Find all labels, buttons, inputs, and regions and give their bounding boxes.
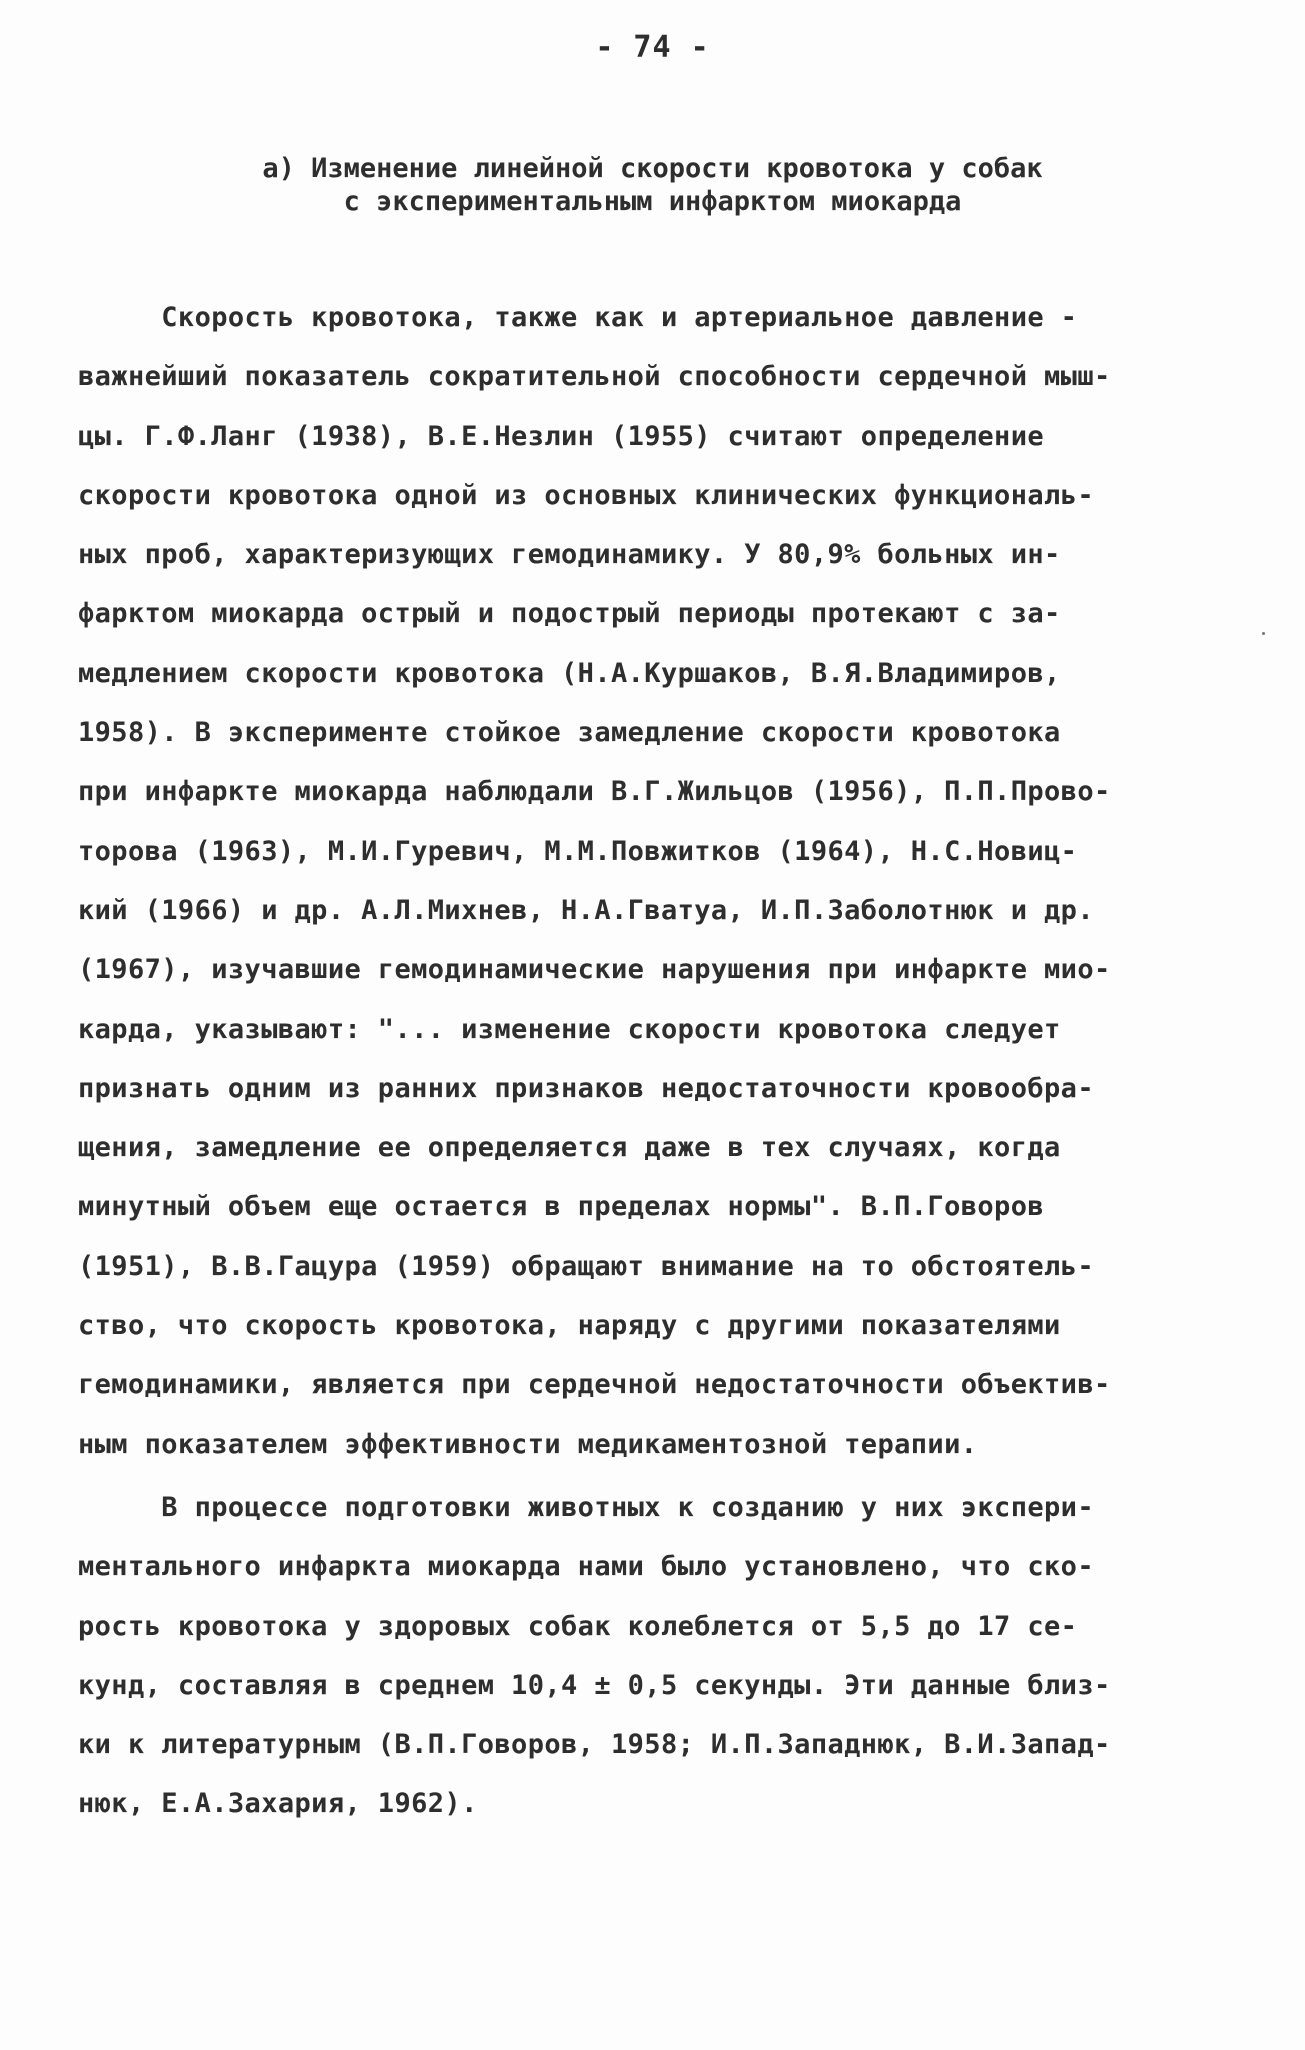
text-line: важнейший показатель сократительной способности сердечной мыш-	[78, 361, 1111, 393]
text-line: минутный объем еще остается в пределах нормы". В.П.Говоров	[78, 1191, 1045, 1223]
body-text	[78, 288, 1233, 1834]
text-line: ство, что скорость кровотока, наряду с другими показателями	[78, 1310, 1061, 1342]
section-heading	[0, 152, 1305, 218]
text-line: рость кровотока у здоровых собак колеблется от 5,5 до 17 се-	[78, 1610, 1078, 1642]
paragraph	[78, 288, 1233, 1474]
text-line: В процессе подготовки животных к созданию у них экспери-	[78, 1491, 1094, 1523]
text-line: щения, замедление ее определяется даже в тех случаях, когда	[78, 1132, 1061, 1164]
scan-speck	[1262, 632, 1265, 635]
text-line: кий (1966) и др. А.Л.Михнев, Н.А.Гватуа, И.П.Заболотнюк и др.	[78, 894, 1094, 926]
text-line: Скорость кровотока, также как и артериальное давление -	[78, 302, 1078, 333]
text-line: карда, указывают: "... изменение скорости кровотока следует	[78, 1013, 1061, 1045]
text-line: 1958). В эксперименте стойкое замедление скорости кровотока	[78, 717, 1061, 749]
text-line: (1967), изучавшие гемодинамические нарушения при инфаркте мио-	[78, 954, 1111, 986]
text-line: признать одним из ранних признаков недостаточности кровообра-	[78, 1072, 1094, 1104]
text-line: ным показателем эффективности медикаментозной терапии.	[78, 1428, 978, 1460]
text-line: цы. Г.Ф.Ланг (1938), В.Е.Незлин (1955) считают определение	[78, 420, 1045, 452]
paragraph	[78, 1478, 1233, 1834]
text-line: фарктом миокарда острый и подострый периоды протекают с за-	[78, 598, 1061, 630]
text-line: ки к литературным (В.П.Говоров, 1958; И.П.Западнюк, В.И.Запад-	[78, 1729, 1111, 1761]
text-line: ных проб, характеризующих гемодинамику. У 80,9% больных ин-	[78, 539, 1061, 571]
text-line: нюк, Е.А.Захария, 1962).	[78, 1788, 478, 1820]
text-line: ментального инфаркта миокарда нами было установлено, что ско-	[78, 1551, 1094, 1583]
text-line: кунд, составляя в среднем 10,4 ± 0,5 секунды. Эти данные близ-	[78, 1669, 1111, 1701]
text-line: при инфаркте миокарда наблюдали В.Г.Жильцов (1956), П.П.Прово-	[78, 776, 1111, 808]
text-line: гемодинамики, является при сердечной недостаточности объектив-	[78, 1369, 1111, 1401]
page-number: - 74 -	[595, 30, 710, 65]
text-line: скорости кровотока одной из основных клинических функциональ-	[78, 479, 1094, 511]
heading-line: а) Изменение линейной скорости кровотока у собак	[262, 153, 1043, 184]
text-line: (1951), В.В.Гацура (1959) обращают внимание на то обстоятель-	[78, 1250, 1094, 1282]
text-line: торова (1963), М.И.Гуревич, М.М.Повжитков (1964), Н.С.Новиц-	[78, 835, 1078, 867]
heading-line: с экспериментальным инфарктом миокарда	[343, 186, 962, 217]
text-line: медлением скорости кровотока (Н.А.Куршаков, В.Я.Владимиров,	[78, 657, 1061, 689]
